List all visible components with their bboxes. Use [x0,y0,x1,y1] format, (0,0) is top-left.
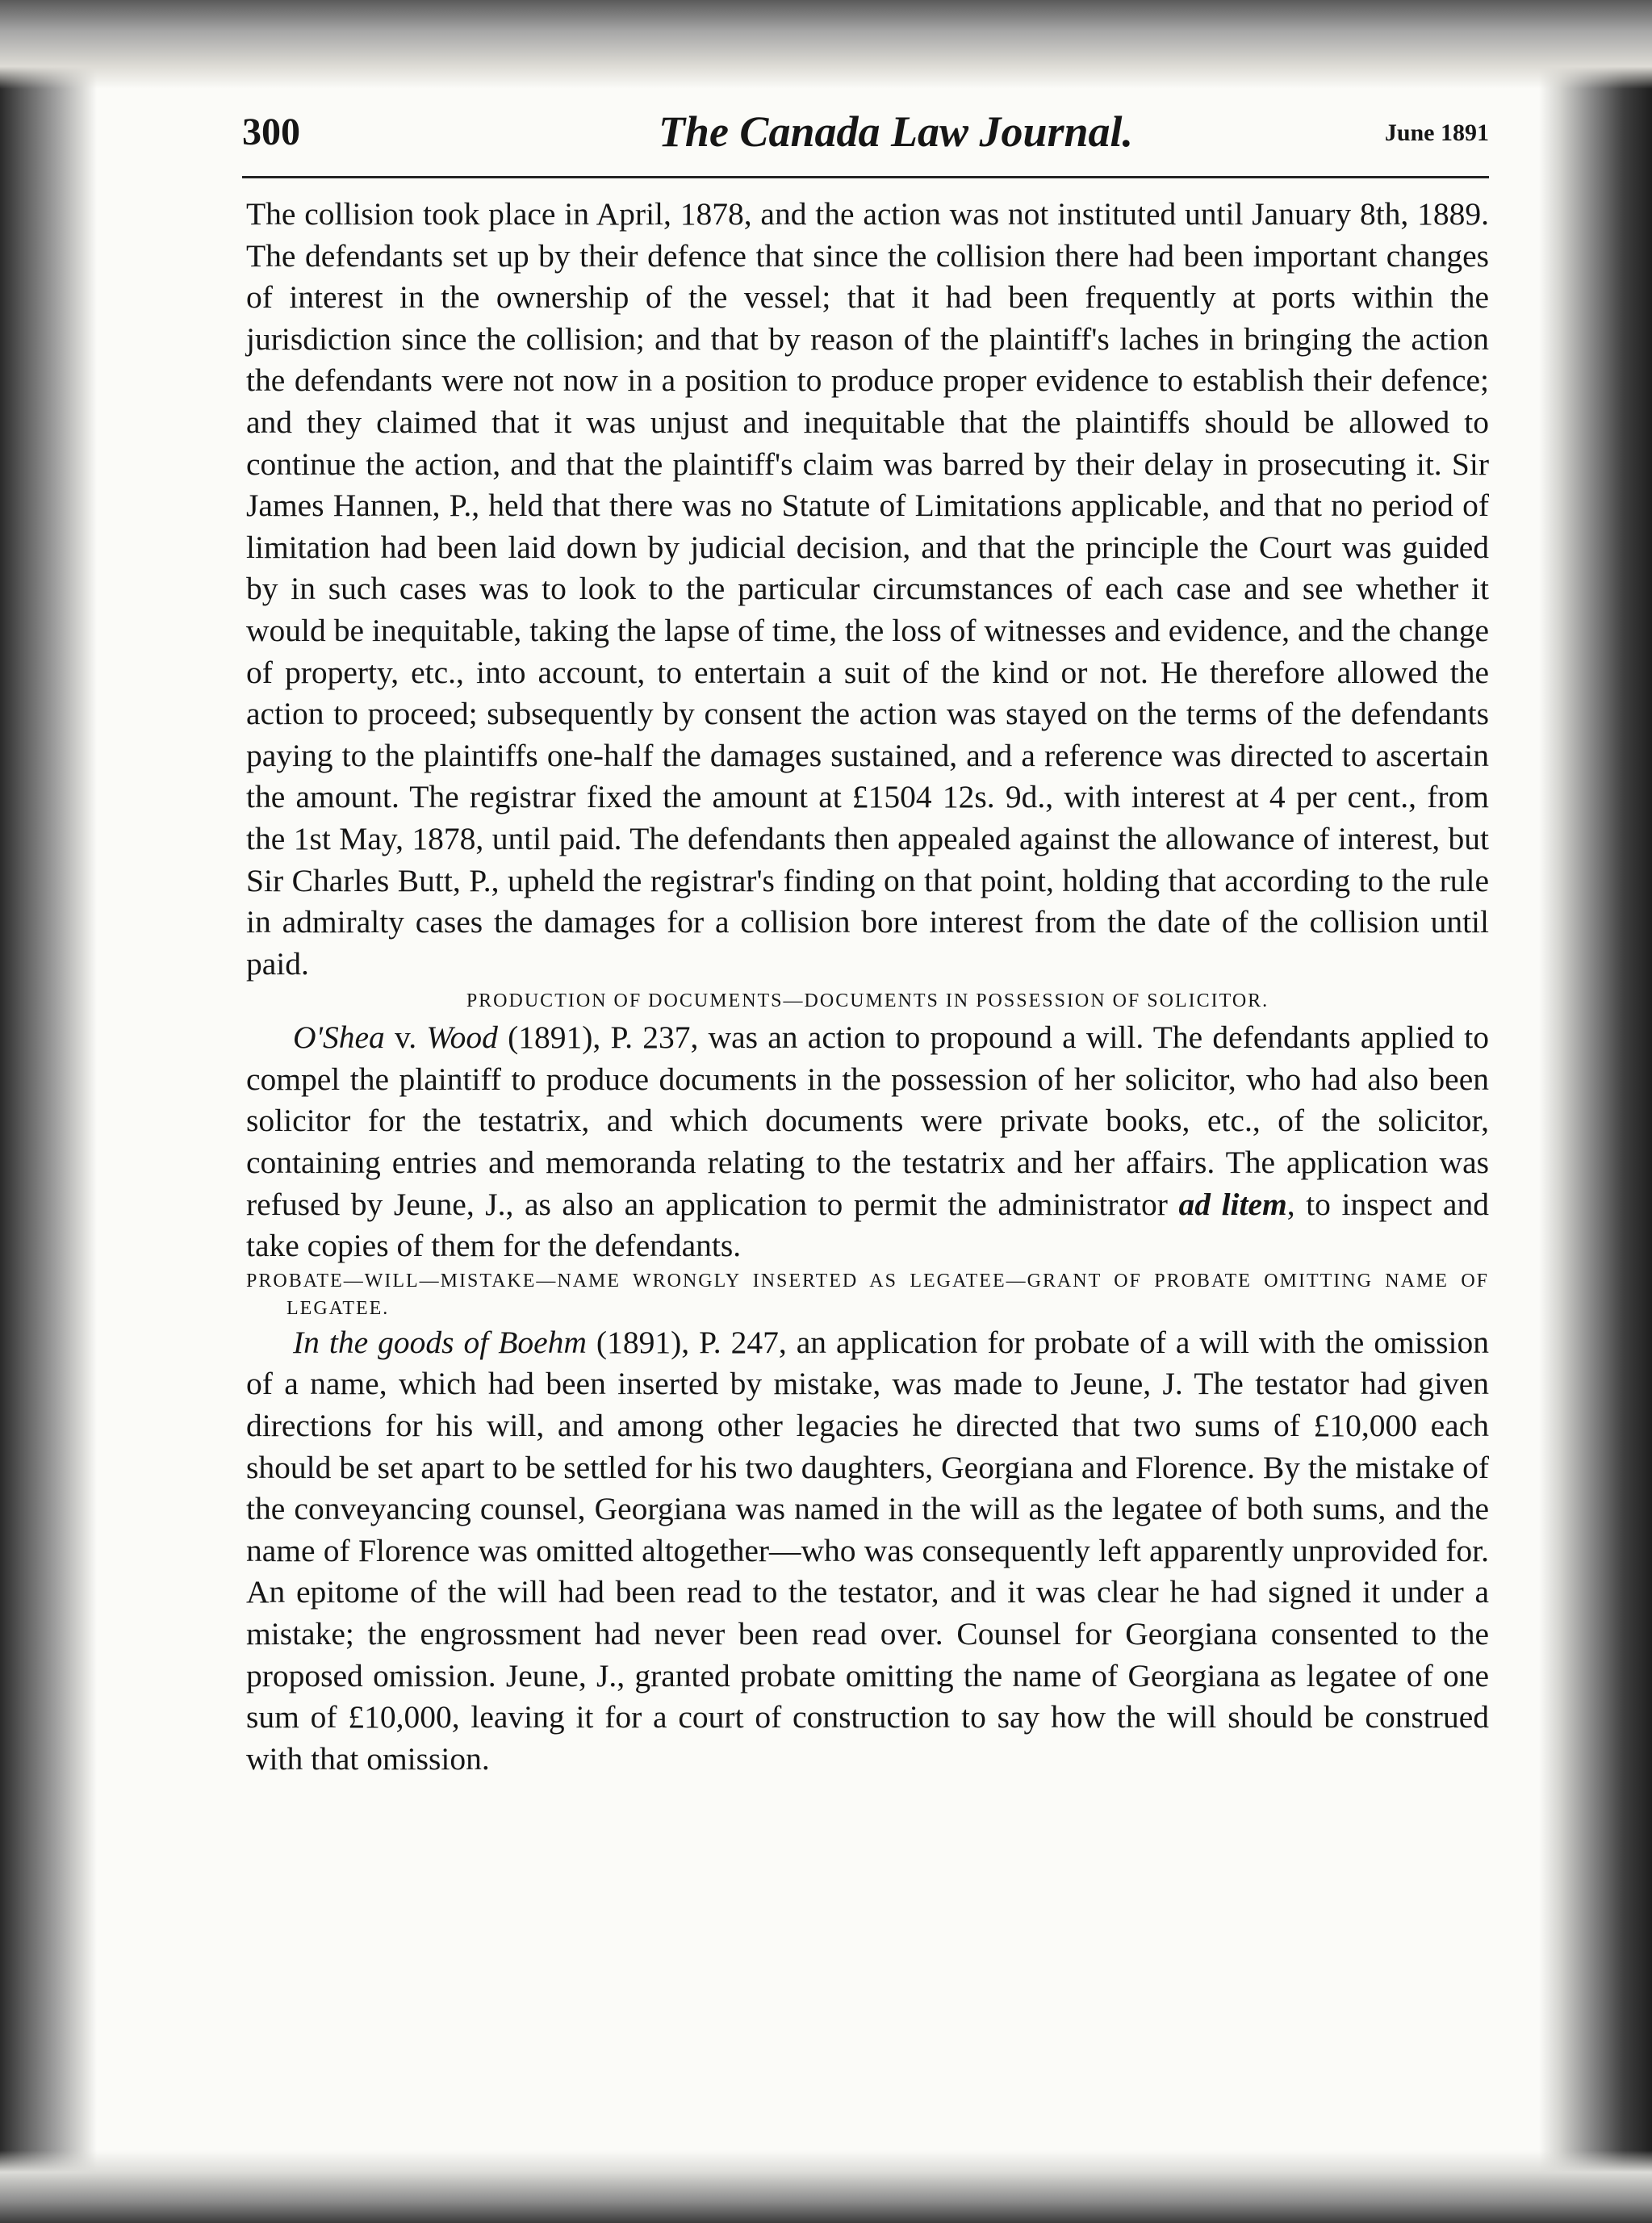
case-name: In the goods of Boehm [293,1324,587,1360]
header-rule [242,176,1489,178]
paragraph-goods-of-boehm [246,1322,1489,1781]
section-heading-probate: PROBATE—WILL—MISTAKE—NAME WRONGLY INSERTED AS LEGATEE—GRANT OF PROBATE OMITTING NAME OF LEGATEE. [246,1270,1489,1319]
case-versus: v. [384,1019,427,1056]
running-header [242,103,1489,168]
article-body [246,194,1489,1780]
case-party-1: O'Shea [293,1019,385,1056]
scan-edge-right [1539,0,1652,2223]
journal-title: The Canada Law Journal. [658,107,1134,156]
section-heading-production: PRODUCTION OF DOCUMENTS—DOCUMENTS IN POSSESSION OF SOLICITOR. [466,990,1269,1012]
paragraph-text: , to inspect and take copies of them for the defendants. [246,1186,1489,1264]
scan-edge-left [0,0,97,2223]
page-number: 300 [242,111,300,153]
paragraph-collision: The collision took place in April, 1878, and the action was not instituted until January 8th, 1889. The defendants set up by their defence that since the collision there had been important changes of interest in the ownership of the vessel; that it had been frequently at ports within the jurisdiction since the collision; and that by reason of the plaintiff's laches in bringing the action the defendants were not now in a position to produce proper evidence to establish their defence; and they claimed that it was unjust and inequitable that the plaintiffs should be allowed to continue the action, and that the plaintiff's claim was barred by their delay in prosecuting it. Sir James Hannen, P., held that there was no Statute of Limitations applicable, and that no period of limitation had been laid down by judicial decision, and that the principle the Court was guided by in such cases was to look to the particular circumstances of each case and see whether it would be inequitable, taking the lapse of time, the loss of witnesses and evidence, and the change of property, etc., into account, to entertain a suit of the kind or not. He therefore allowed the action to proceed; subsequently by consent the action was stayed on the terms of the defendants paying to the plaintiffs one-half the damages sustained, and a reference was directed to ascertain the amount. The registrar fixed the amount at £1504 12s. 9d., with interest at 4 per cent., from the 1st May, 1878, until paid. The defendants then appealed against the allowance of interest, but Sir Charles Butt, P., upheld the registrar's finding on that point, holding that according to the rule in admiralty cases the damages for a collision bore interest from the date of the collision until paid. [246,196,1489,982]
paragraph-oshea-v-wood [246,1017,1489,1267]
paragraph-text: (1891), P. 237, was an action to propound a will. The defendants applied to compel the plaintiff to produce documents in the possession of her solicitor, who had also been solicitor for the testatrix, and which documents were private books, etc., of the solicitor, containing entries and memoranda relating to the testatrix and her affairs. The application was refused by Jeune, J., as also an application to permit the administrator [246,1019,1489,1222]
scan-edge-top [0,0,1652,89]
ad-litem-phrase: ad litem [1178,1186,1287,1222]
scan-edge-bottom [0,2150,1652,2223]
issue-date: June 1891 [1384,119,1489,146]
paragraph-text: (1891), P. 247, an application for probate of a will with the omission of a name, which had been inserted by mistake, was made to Jeune, J. The testator had given directions for his will, and among other legacies he directed that two sums of £10,000 each should be set apart to be settled for his two daughters, Georgiana and Florence. By the mistake of the conveyancing counsel, Georgiana was named in the will as the legatee of both sums, and the name of Florence was omitted altogether—who was consequently left apparently unprovided for. An epitome of the will had been read to the testator, and it was clear he had signed it under a mistake; the engrossment had never been read over. Counsel for Georgiana consented to the proposed omission. Jeune, J., granted probate omitting the name of Georgiana as legatee of one sum of £10,000, leaving it for a court of construction to say how the will should be construed with that omission. [246,1324,1489,1777]
case-party-2: Wood [426,1019,498,1056]
